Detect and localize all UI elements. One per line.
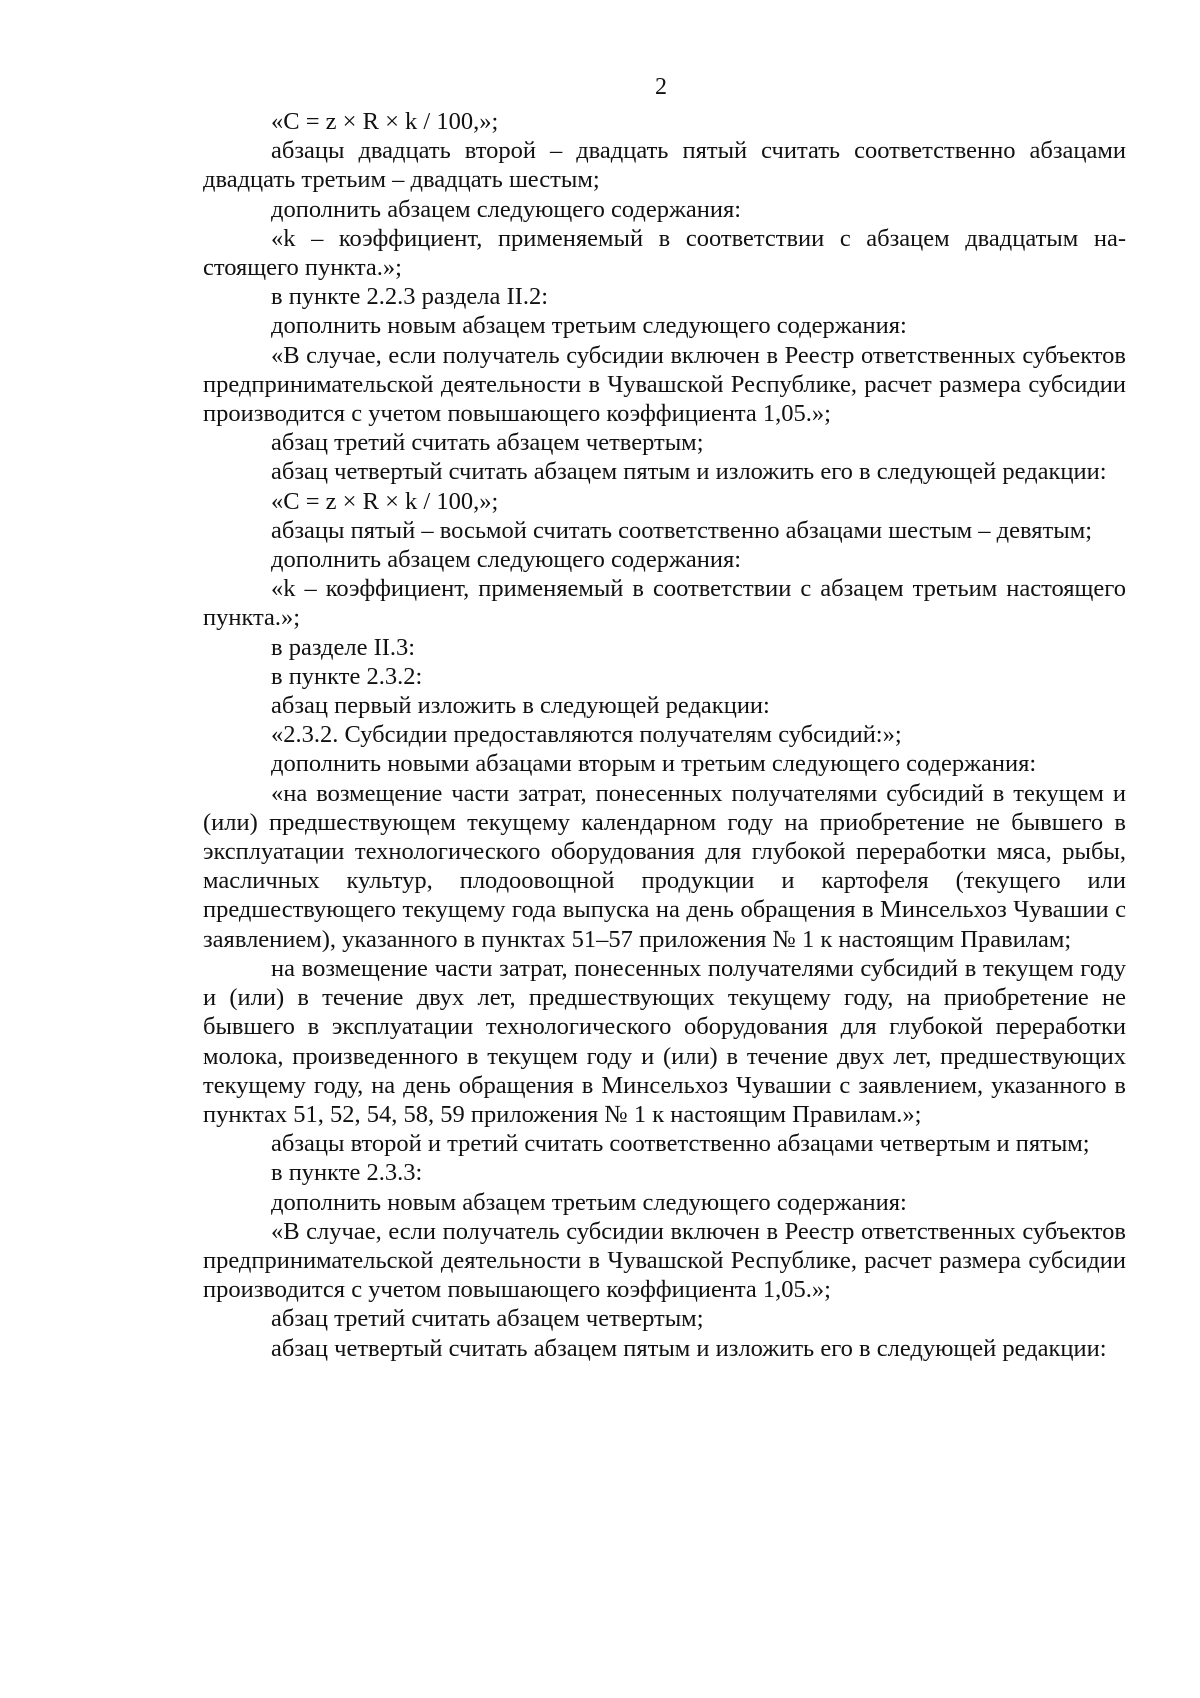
paragraph: в пункте 2.3.2:	[271, 662, 423, 690]
paragraph: абзацы второй и третий считать соответственно абзацами четвертым и пятым;	[271, 1130, 1090, 1158]
paragraph: абзац четвертый считать абзацем пятым и изложить его в следующей редакции:	[271, 458, 1107, 486]
paragraph: абзац первый изложить в следующей редакции:	[271, 692, 770, 720]
paragraph: в пункте 2.3.3:	[271, 1159, 423, 1187]
paragraph: в пункте 2.2.3 раздела II.2:	[271, 283, 549, 311]
paragraph: «В случае, если получатель субсидии включен в Реестр ответственных субъектов предпринимательской деятельности в Чувашской Республике, расчет размера субсидии производится с учетом повышающего коэффициента 1,05.»;	[203, 1217, 1126, 1304]
page-number: 2	[655, 74, 667, 100]
paragraph: абзац третий считать абзацем четвертым;	[271, 429, 704, 457]
paragraph: абзацы двадцать второй – двадцать пятый считать соответственно абзацами двадцать третьим – двадцать шестым;	[203, 137, 1126, 194]
paragraph: дополнить новыми абзацами вторым и третьим следующего содержания:	[271, 750, 1037, 778]
paragraph: дополнить новым абзацем третьим следующего содержания:	[271, 312, 907, 340]
paragraph: абзацы пятый – восьмой считать соответственно абзацами шестым – девятым;	[271, 516, 1093, 544]
paragraph: дополнить новым абзацем третьим следующего содержания:	[271, 1188, 907, 1216]
paragraph: абзац четвертый считать абзацем пятым и изложить его в следующей редакции:	[271, 1334, 1107, 1362]
paragraph: абзац третий считать абзацем четвертым;	[271, 1305, 704, 1333]
paragraph: «k – коэффициент, применяемый в соответствии с абзацем третьим настоящего пункта.»;	[203, 575, 1126, 632]
paragraph: дополнить абзацем следующего содержания:	[271, 195, 742, 223]
document-body	[203, 107, 1126, 1363]
paragraph: «2.3.2. Субсидии предоставляются получателям субсидий:»;	[271, 721, 902, 749]
paragraph: «В случае, если получатель субсидии включен в Реестр ответственных субъектов предпринимательской деятельности в Чувашской Республике, расчет размера субсидии производится с учетом повышающего коэффициента 1,05.»;	[203, 341, 1126, 428]
paragraph: дополнить абзацем следующего содержания:	[271, 546, 742, 574]
paragraph-formula: «C = z × R × k / 100,»;	[271, 487, 499, 515]
paragraph: «k – коэффициент, применяемый в соответствии с абзацем двадцатым настоящего пункта.»;	[203, 224, 1126, 282]
paragraph: в разделе II.3:	[271, 633, 416, 661]
paragraph: «на возмещение части затрат, понесенных получателями субсидий в текущем и (или) предшествующем текущему календарном году на приобретение не бывшего в эксплуатации технологического оборудования для глубокой переработки мяса, рыбы, масличных культур, плодоовощной продукции и картофеля (текущего или предшествующего текущему года выпуска на день обращения в Минсельхоз Чувашии с заявлением), указанного в пунктах 51–57 приложения № 1 к настоящим Правилам;	[203, 779, 1126, 953]
paragraph-formula: «C = z × R × k / 100,»;	[271, 108, 499, 135]
paragraph: на возмещение части затрат, понесенных получателями субсидий в текущем году и (или) в течение двух лет, предшествующих текущему году, на приобретение не бывшего в эксплуатации технологического оборудования для глубокой переработки молока, произведенного в текущем году и (или) в течение двух лет, предшествующих текущему году, на день обращения в Минсельхоз Чувашии с заявлением, указанного в пунктах 51, 52, 54, 58, 59 приложения № 1 к настоящим Правилам.»;	[203, 954, 1126, 1128]
